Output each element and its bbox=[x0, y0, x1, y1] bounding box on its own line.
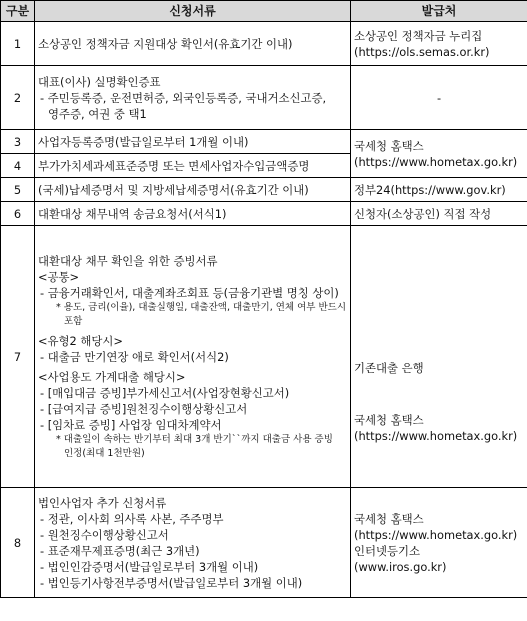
document-cell: 사업자등록증명(발급일로부터 1개월 이내) bbox=[35, 130, 351, 154]
issuer-cell: 정부24(https://www.gov.kr) bbox=[351, 178, 527, 202]
table-row bbox=[1, 226, 527, 488]
row-number: 3 bbox=[1, 130, 35, 154]
issuer-cell bbox=[351, 488, 527, 598]
document-subitem: - 금융거래확인서, 대출계좌조회표 등(금융기관별 명칭 상이) bbox=[40, 285, 339, 300]
issuer-line: (https://ols.semas.or.kr) bbox=[354, 44, 490, 59]
issuer-cell bbox=[351, 130, 527, 178]
document-cell: 부가가치세과세표준증명 또는 면세사업자수입금액증명 bbox=[35, 154, 351, 178]
document-subitem: - 대출금 만기연장 애로 확인서(서식2) bbox=[40, 349, 229, 364]
issuer-line: (https://www.hometax.go.kr) bbox=[354, 527, 518, 542]
document-cell: (국세)납세증명서 및 지방세납세증명서(유효기간 이내) bbox=[35, 178, 351, 202]
issuer-cell bbox=[351, 226, 527, 488]
document-subitem: - 원천징수이행상황신고서 bbox=[40, 527, 169, 542]
document-cell bbox=[35, 226, 351, 488]
issuer-line: (https://www.hometax.go.kr) bbox=[354, 428, 518, 443]
header-row bbox=[1, 1, 527, 22]
document-subitem: - 법인인감증명서(발급일로부터 3개월 이내) bbox=[40, 559, 259, 574]
row-number: 6 bbox=[1, 202, 35, 226]
issuer-line: 소상공인 정책자금 누리집 bbox=[354, 28, 483, 43]
document-subitem: - 정관, 이사회 의사록 사본, 주주명부 bbox=[40, 511, 224, 526]
issuer-cell bbox=[351, 22, 527, 66]
document-subitem: - 법인등기사항전부증명서(발급일로부터 3개월 이내) bbox=[40, 575, 303, 590]
row-number: 7 bbox=[1, 226, 35, 488]
issuer-cell: - bbox=[351, 66, 527, 130]
document-subitem: - [매입대금 증빙]부가세신고서(사업장현황신고서) bbox=[40, 385, 290, 400]
row-number: 2 bbox=[1, 66, 35, 130]
row-number: 4 bbox=[1, 154, 35, 178]
document-subitem: - 주민등록증, 운전면허증, 외국인등록증, 국내거소신고증, 영주증, 여권 중 택1 bbox=[40, 90, 327, 121]
header-issuer: 발급처 bbox=[351, 1, 527, 22]
document-cell bbox=[35, 488, 351, 598]
table-row bbox=[1, 178, 527, 202]
header-category: 구분 bbox=[1, 1, 35, 22]
table-row bbox=[1, 22, 527, 66]
table-row bbox=[1, 66, 527, 130]
table-row bbox=[1, 202, 527, 226]
document-note: * 용도, 금리(이율), 대출실행일, 대출잔액, 대출만기, 연체 여부 반드시 포함 bbox=[56, 301, 347, 327]
header-documents: 신청서류 bbox=[35, 1, 351, 22]
issuer-line: 국세청 홈택스 bbox=[354, 511, 424, 526]
table-row bbox=[1, 488, 527, 598]
table-row bbox=[1, 130, 527, 154]
section-label: <사업용도 가계대출 해당시> bbox=[38, 369, 186, 384]
issuer-cell: 신청자(소상공인) 직접 작성 bbox=[351, 202, 527, 226]
document-cell: 소상공인 정책자금 지원대상 확인서(유효기간 이내) bbox=[35, 22, 351, 66]
document-title: 법인사업자 추가 신청서류 bbox=[38, 495, 167, 510]
issuer-line: 인터넷등기소 bbox=[354, 543, 421, 558]
document-subitem: - [급여지급 증빙]원천징수이행상황신고서 bbox=[40, 401, 248, 416]
row-number: 8 bbox=[1, 488, 35, 598]
document-subitem: - [임차료 증빙] 사업장 임대차계약서 bbox=[40, 417, 222, 432]
issuer-line: (www.iros.go.kr) bbox=[354, 559, 447, 574]
document-note: * 대출일이 속하는 반기부터 최대 3개 반기``까지 대출금 사용 증빙 인정(최대 1천만원) bbox=[56, 433, 333, 459]
row-number: 1 bbox=[1, 22, 35, 66]
section-label: <공통> bbox=[38, 269, 80, 284]
document-title: 대환대상 채무 확인을 위한 증빙서류 bbox=[38, 253, 218, 268]
issuer-line: 기존대출 은행 bbox=[354, 360, 424, 375]
section-label: <유형2 해당시> bbox=[38, 333, 123, 348]
issuer-line: 국세청 홈택스 bbox=[354, 412, 424, 427]
document-subitem: - 표준재무제표증명(최근 3개년) bbox=[40, 543, 200, 558]
issuer-line: 국세청 홈택스 bbox=[354, 138, 424, 153]
row-number: 5 bbox=[1, 178, 35, 202]
document-cell bbox=[35, 66, 351, 130]
document-title: 대표(이사) 실명확인증표 bbox=[38, 74, 161, 89]
issuer-line: (https://www.hometax.go.kr) bbox=[354, 154, 518, 169]
document-cell: 대환대상 채무내역 송금요청서(서식1) bbox=[35, 202, 351, 226]
